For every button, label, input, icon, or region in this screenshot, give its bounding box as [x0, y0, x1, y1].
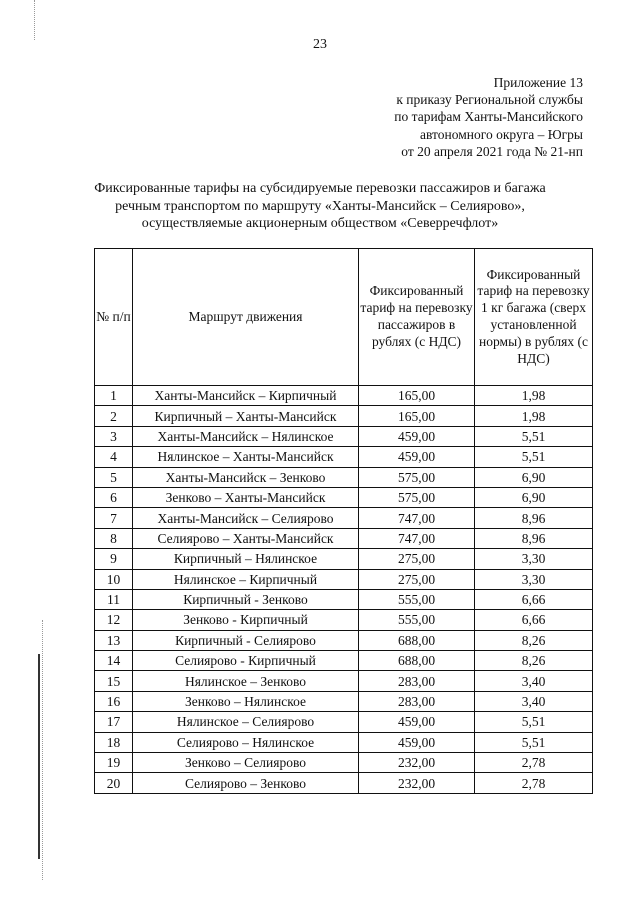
cell-baggage-tariff: 8,26: [475, 651, 593, 671]
cell-baggage-tariff: 3,30: [475, 569, 593, 589]
cell-route: Селиярово – Ханты-Мансийск: [133, 528, 359, 548]
appendix-line: к приказу Региональной службы: [396, 92, 583, 108]
table-row: [95, 732, 593, 752]
page-number: 23: [313, 37, 327, 52]
cell-passenger-tariff: 688,00: [359, 630, 475, 650]
title-line: осуществляемые акционерным обществом «Северречфлот»: [141, 216, 499, 231]
cell-baggage-tariff: 6,66: [475, 589, 593, 609]
table-row: [95, 528, 593, 548]
cell-number: 9: [95, 549, 133, 569]
cell-passenger-tariff: 459,00: [359, 712, 475, 732]
cell-passenger-tariff: 555,00: [359, 610, 475, 630]
cell-passenger-tariff: 459,00: [359, 426, 475, 446]
document-title: [0, 180, 640, 233]
cell-number: 8: [95, 528, 133, 548]
tariff-table-body: [95, 386, 593, 794]
cell-route: Нялинское – Кирпичный: [133, 569, 359, 589]
cell-passenger-tariff: 459,00: [359, 447, 475, 467]
cell-baggage-tariff: 6,90: [475, 487, 593, 507]
cell-passenger-tariff: 165,00: [359, 386, 475, 406]
cell-number: 11: [95, 589, 133, 609]
appendix-note: [394, 74, 583, 160]
cell-route: Нялинское – Ханты-Мансийск: [133, 447, 359, 467]
cell-route: Зенково – Нялинское: [133, 691, 359, 711]
cell-route: Ханты-Мансийск – Нялинское: [133, 426, 359, 446]
appendix-line: по тарифам Ханты-Мансийского: [394, 109, 583, 125]
table-row: [95, 773, 593, 793]
cell-number: 6: [95, 487, 133, 507]
cell-number: 14: [95, 651, 133, 671]
table-row: [95, 651, 593, 671]
cell-baggage-tariff: 5,51: [475, 732, 593, 752]
cell-baggage-tariff: 3,40: [475, 671, 593, 691]
cell-passenger-tariff: 232,00: [359, 773, 475, 793]
cell-route: Ханты-Мансийск – Кирпичный: [133, 386, 359, 406]
table-row: [95, 753, 593, 773]
cell-route: Кирпичный – Нялинское: [133, 549, 359, 569]
cell-number: 13: [95, 630, 133, 650]
table-row: [95, 671, 593, 691]
table-row: [95, 386, 593, 406]
cell-baggage-tariff: 8,96: [475, 528, 593, 548]
cell-passenger-tariff: 555,00: [359, 589, 475, 609]
cell-number: 16: [95, 691, 133, 711]
cell-baggage-tariff: 2,78: [475, 773, 593, 793]
cell-passenger-tariff: 575,00: [359, 487, 475, 507]
cell-passenger-tariff: 232,00: [359, 753, 475, 773]
cell-route: Селиярово – Нялинское: [133, 732, 359, 752]
table-row: [95, 487, 593, 507]
appendix-line: автономного округа – Югры: [420, 126, 583, 142]
cell-baggage-tariff: 6,66: [475, 610, 593, 630]
cell-number: 5: [95, 467, 133, 487]
cell-route: Нялинское – Селиярово: [133, 712, 359, 732]
cell-number: 20: [95, 773, 133, 793]
cell-baggage-tariff: 3,30: [475, 549, 593, 569]
cell-baggage-tariff: 1,98: [475, 386, 593, 406]
margin-dotted-line-top: [34, 0, 35, 40]
cell-route: Селиярово - Кирпичный: [133, 651, 359, 671]
cell-passenger-tariff: 747,00: [359, 528, 475, 548]
tariff-table: [94, 248, 593, 794]
cell-number: 4: [95, 447, 133, 467]
margin-dotted-line: [42, 620, 43, 880]
table-row: [95, 467, 593, 487]
cell-route: Нялинское – Зенково: [133, 671, 359, 691]
cell-number: 12: [95, 610, 133, 630]
cell-route: Ханты-Мансийск – Зенково: [133, 467, 359, 487]
cell-passenger-tariff: 459,00: [359, 732, 475, 752]
table-row: [95, 569, 593, 589]
margin-mark: [38, 654, 40, 859]
cell-number: 2: [95, 406, 133, 426]
cell-passenger-tariff: 275,00: [359, 569, 475, 589]
table-row: [95, 630, 593, 650]
cell-route: Зенково – Ханты-Мансийск: [133, 487, 359, 507]
cell-number: 1: [95, 386, 133, 406]
table-row: [95, 447, 593, 467]
cell-baggage-tariff: 1,98: [475, 406, 593, 426]
header-baggage-tariff: Фиксированный тариф на перевозку 1 кг багажа (сверх установленной нормы) в рублях (с НДС): [475, 249, 593, 386]
cell-route: Кирпичный – Ханты-Мансийск: [133, 406, 359, 426]
cell-baggage-tariff: 3,40: [475, 691, 593, 711]
table-row: [95, 691, 593, 711]
cell-number: 15: [95, 671, 133, 691]
appendix-line: Приложение 13: [493, 75, 583, 90]
table-row: [95, 406, 593, 426]
cell-route: Зенково – Селиярово: [133, 753, 359, 773]
cell-number: 7: [95, 508, 133, 528]
cell-baggage-tariff: 2,78: [475, 753, 593, 773]
cell-route: Кирпичный - Селиярово: [133, 630, 359, 650]
cell-baggage-tariff: 8,96: [475, 508, 593, 528]
cell-route: Кирпичный - Зенково: [133, 589, 359, 609]
cell-baggage-tariff: 8,26: [475, 630, 593, 650]
header-route: Маршрут движения: [133, 249, 359, 386]
header-number: № п/п: [95, 249, 133, 386]
cell-passenger-tariff: 747,00: [359, 508, 475, 528]
cell-route: Ханты-Мансийск – Селиярово: [133, 508, 359, 528]
cell-number: 19: [95, 753, 133, 773]
table-row: [95, 712, 593, 732]
table-row: [95, 589, 593, 609]
cell-passenger-tariff: 688,00: [359, 651, 475, 671]
title-line: Фиксированные тарифы на субсидируемые перевозки пассажиров и багажа: [94, 181, 546, 196]
cell-route: Зенково - Кирпичный: [133, 610, 359, 630]
header-passenger-tariff: Фиксированный тариф на перевозку пассажиров в рублях (с НДС): [359, 249, 475, 386]
cell-passenger-tariff: 575,00: [359, 467, 475, 487]
cell-baggage-tariff: 5,51: [475, 447, 593, 467]
table-row: [95, 426, 593, 446]
cell-baggage-tariff: 5,51: [475, 426, 593, 446]
cell-passenger-tariff: 283,00: [359, 671, 475, 691]
cell-number: 17: [95, 712, 133, 732]
table-row: [95, 549, 593, 569]
cell-passenger-tariff: 275,00: [359, 549, 475, 569]
title-line: речным транспортом по маршруту «Ханты-Мансийск – Селиярово»,: [115, 198, 525, 214]
table-header-row: [95, 249, 593, 386]
cell-number: 10: [95, 569, 133, 589]
cell-number: 3: [95, 426, 133, 446]
cell-baggage-tariff: 5,51: [475, 712, 593, 732]
cell-passenger-tariff: 165,00: [359, 406, 475, 426]
appendix-line: от 20 апреля 2021 года № 21-нп: [401, 143, 583, 159]
cell-route: Селиярово – Зенково: [133, 773, 359, 793]
cell-number: 18: [95, 732, 133, 752]
table-row: [95, 508, 593, 528]
cell-passenger-tariff: 283,00: [359, 691, 475, 711]
table-row: [95, 610, 593, 630]
cell-baggage-tariff: 6,90: [475, 467, 593, 487]
